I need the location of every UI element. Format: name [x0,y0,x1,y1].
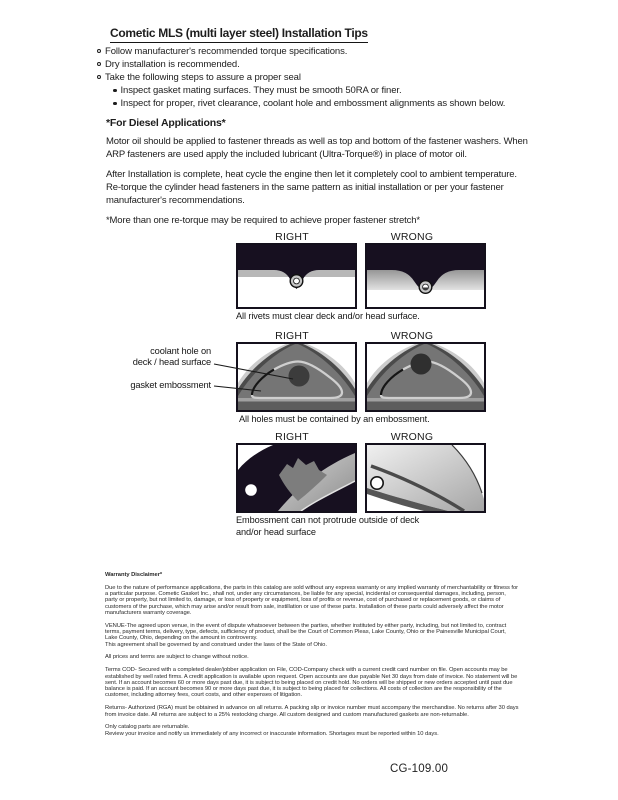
disclaimer-paragraph: Due to the nature of performance applications, the parts in this catalog are sold without any express warranty or any implied warranty of merchantability or fitness for a particular purpose. Cometic Gasket Inc., shall not, under any circumstances, be liable for any special, incidental or consequential damages, including, person, party or property, but not limited to, damage, or loss of property or equipment, loss of profits or revenue, cost of purchased or replacement goods, or claims of customers of the purchase, which may arise and/or result from sale, instillation or use of these parts. Installation of these parts could adversely affect the motor manufacturers warranty coverage. [105,584,519,616]
bullet-icon [97,49,101,53]
bullet-icon [97,75,101,79]
row2-wrong-label: WRONG [390,330,434,342]
list-item [97,45,505,58]
bolt-hole [371,477,383,489]
list-item-text: Follow manufacturer's recommended torque specifications. [105,46,348,57]
disclaimer-paragraph: All prices and terms are subject to change without notice. [105,654,249,661]
list-item [113,84,505,97]
coolant-hole [411,354,432,375]
row3-wrong-label: WRONG [390,431,434,443]
list-item [97,58,505,71]
bolt-hole [245,484,257,496]
rivet-wrong-illustration [367,245,484,307]
row2-right-label: RIGHT [275,330,309,342]
page-code: CG-109.00 [390,763,449,775]
embossment-right-diagram [236,342,357,412]
embossment-wrong-illustration [367,344,484,410]
row1-wrong-label: WRONG [390,231,434,243]
page-title: Cometic MLS (multi layer steel) Installation Tips [110,26,368,43]
list-item-text: Inspect for proper, rivet clearance, coolant hole and embossment alignments as shown below. [120,98,506,109]
embossment-wrong-diagram [365,342,486,412]
list-item-text: Inspect gasket mating surfaces. They must be smooth 50RA or finer. [120,85,402,96]
embossment-right-illustration [238,344,355,410]
row1-caption: All rivets must clear deck and/or head surface. [236,311,420,321]
rivet-right-diagram [236,243,357,309]
disclaimer-paragraph: Terms COD- Secured with a completed dealer/jobber application on File, COD-Company check with a current credit card number on file. Open accounts may be established by well rated firms. A credit application is available upon request. Open accounts are due payable Net 30 days from date of invoice. No statement will be sent. If an account becomes 60 or more days past due, it is subject to being placed on credit hold. No orders will be shipped or new orders accepted until past due balance is paid. If an account becomes 90 or more days past due, it is subject to being placed for collections. All costs of collection are the responsibility of the customer, including attorney fees, court costs, and other expenses of litigation. [105,667,518,699]
bullet-icon [97,62,101,66]
rivet-wrong-diagram [365,243,486,309]
list-item-text: Dry installation is recommended. [105,59,240,70]
disclaimer-paragraph: Returns- Authorized (RGA) must be obtained in advance on all returns. A packing slip or invoice number must accompany the merchandise. No returns after 30 days from invoice date. All returns are subject to a 25% restocking charge. All custom designed and custom manufactured gaskets are non-returnable. [105,705,519,718]
protrusion-right-illustration [238,445,355,511]
installation-tips-list [97,45,505,110]
gasket-embossment-pointer-label: gasket embossment [130,380,211,390]
retorque-note: *More than one re-torque may be required to achieve proper fastener stretch* [106,215,420,226]
list-item [97,71,505,84]
sub-bullet-icon [113,102,117,106]
diesel-paragraph-2: After Installation is complete, heat cycle the engine then let it completely cool to ambient temperature. Re-torque the cylinder head fasteners in the same pattern as initial installation or per your fastener manufacturer's recommendations. [106,169,517,206]
row2-caption: All holes must be contained by an embossment. [239,414,430,424]
row1-right-label: RIGHT [275,231,309,243]
disclaimer-paragraph: VENUE-The agreed upon venue, in the event of dispute whatsoever between the parties, whether instituted by either party, including, but not limited to, contract terms, payment terms, delivery, type, defects, sufficiency of product, shall be the Court of Common Pleas, Lake County, Ohio or the Painesville Municipal Court, Lake County, Ohio, depending on the amount in controversy. This agreement shall be governed by and construed under the laws of the State of Ohio. [105,622,507,648]
row3-right-label: RIGHT [275,431,309,443]
list-item-text: Take the following steps to assure a proper seal [105,72,301,83]
protrusion-wrong-illustration [367,445,484,511]
rivet-right-illustration [238,245,355,307]
row3-caption: Embossment can not protrude outside of deck and/or head surface [236,515,420,537]
sub-bullet-icon [113,89,117,93]
protrusion-right-diagram [236,443,357,513]
warranty-disclaimer [105,572,519,743]
diesel-section-heading: *For Diesel Applications* [106,117,226,129]
disclaimer-heading: Warranty Disclaimer* [105,572,163,578]
protrusion-wrong-diagram [365,443,486,513]
disclaimer-paragraph: Only catalog parts are returnable. Review your invoice and notify us immediately of any incorrect or inaccurate information. Shortages must be reported within 10 days. [105,724,439,737]
diesel-paragraph-1: Motor oil should be applied to fastener threads as well as top and bottom of the fastener washers. When ARP fasteners are used apply the included lubricant (Ultra-Torque®) in place of motor oil. [106,136,528,160]
coolant-hole [289,366,310,387]
list-item [113,97,505,110]
coolant-hole-pointer-label: coolant hole on deck / head surface [132,346,211,367]
